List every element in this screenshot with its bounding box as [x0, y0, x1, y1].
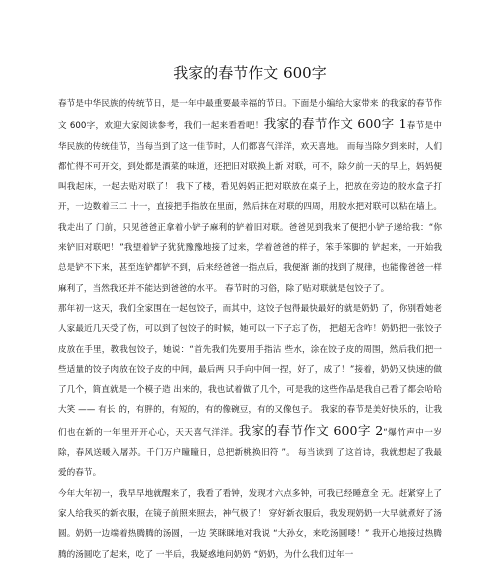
- paragraph-1: [58, 94, 442, 299]
- text-run: 那年初一这天，我们全家围在一起包饺子，而其中，这饺子包得最快最好的就是奶奶 了，你别看她老人家最近几天受了伤，可以到了包饺子的时候，她可以一下子忘了伤， 把超无含咋！奶奶把一张饺子皮放在手里，教我包饺子，她说：“首先我们先要用手指沾 些水，涂在饺子皮的周围，然后我们把一些适量的饺子肉放在饺子皮的中间，最后两 只手向中间一捏，好了，成了！”接着，奶奶又快速的做了几个，简直就是一个模子造 出来的，我也试着做了几个，可是我的这些作品是我自己看了都会哈哈大笑 —— 有长 的，有胖的，有短的，有的像碗豆，有的又像包子。 我家的春节是美好快乐的，让我们也在新的一年里开开心心，天天喜气洋洋。: [58, 303, 442, 438]
- text-run: 今年大年初一，我早早地就醒来了，我看了看钟，发现才六点多钟，可我已经睡意全 无。赶紧穿上了家人给我买的新衣服，在镜子前照来照去，神气极了！ 穿好新衣服后，我发现奶奶一大早就煮好了汤圆。奶奶一边端着热腾腾的汤圆，一边 笑眯眯地对我说 “大孙女，来吃汤圆喽！” 我开心地接过热腾腾的汤圆吃了起来，吃了 一半后，我疑惑地问奶奶 “奶奶，为什么我们过年一: [58, 488, 442, 560]
- section-heading: 我家的春节作文 600字 2: [238, 422, 384, 438]
- text-run: 春节是中华民族的传统佳节，当每当到了这一佳节时，人们都喜气洋洋，欢天喜地。 而每当除夕到来时，人们都忙得不可开交，到处都是酒菜的味道，还把旧对联换上新 对联，可不，除夕前一天的早上，妈妈便叫我起床，一起去贴对联了！ 我下了楼，看见妈妈正把对联放在桌子上，把放在旁边的胶水盒子打开，一边数着三二 十一，直接把手指放在里面，然后抹在对联的四周，用胶水把对联可以粘在墙上。我走出了 门前，只见爸爸正拿着小铲子麻利的铲着旧对联。爸爸见到我来了便把小铲子递给我：“你来铲旧对联吧！”我望着铲子犹犹豫豫地接了过来，学着爸爸的样子，笨手笨脚的 铲起来，一开始我总是铲不下来，甚至连铲都铲不到，后来经爸爸一指点后，我便渐 渐的找到了规律，也能像爸爸一样麻利了，当然我还并不能达到爸爸的水平。 春节时的习俗，除了贴对联就是包饺子了。: [58, 121, 443, 294]
- paragraph-3: [58, 484, 442, 565]
- page-title: 我家的春节作文 600字: [173, 64, 327, 82]
- paragraph-2: [58, 299, 442, 484]
- section-heading: 我家的春节作文 600字 1: [263, 116, 407, 132]
- text-run: 春节是中华民族的传统节日，是一年中最重要最幸福的节日。下面是小编给大家带来 的我家的春节作文 600字，欢迎大家阅读参考，我们一起来看看吧！: [58, 99, 442, 132]
- text-run: “爆竹声中一岁除，春风送暖入屠苏。千门万户瞳瞳日，总把新桃换旧符 ”。 每当读到 了这首诗，我就想起了我最爱的春节。: [58, 427, 442, 479]
- article-body: [58, 94, 442, 565]
